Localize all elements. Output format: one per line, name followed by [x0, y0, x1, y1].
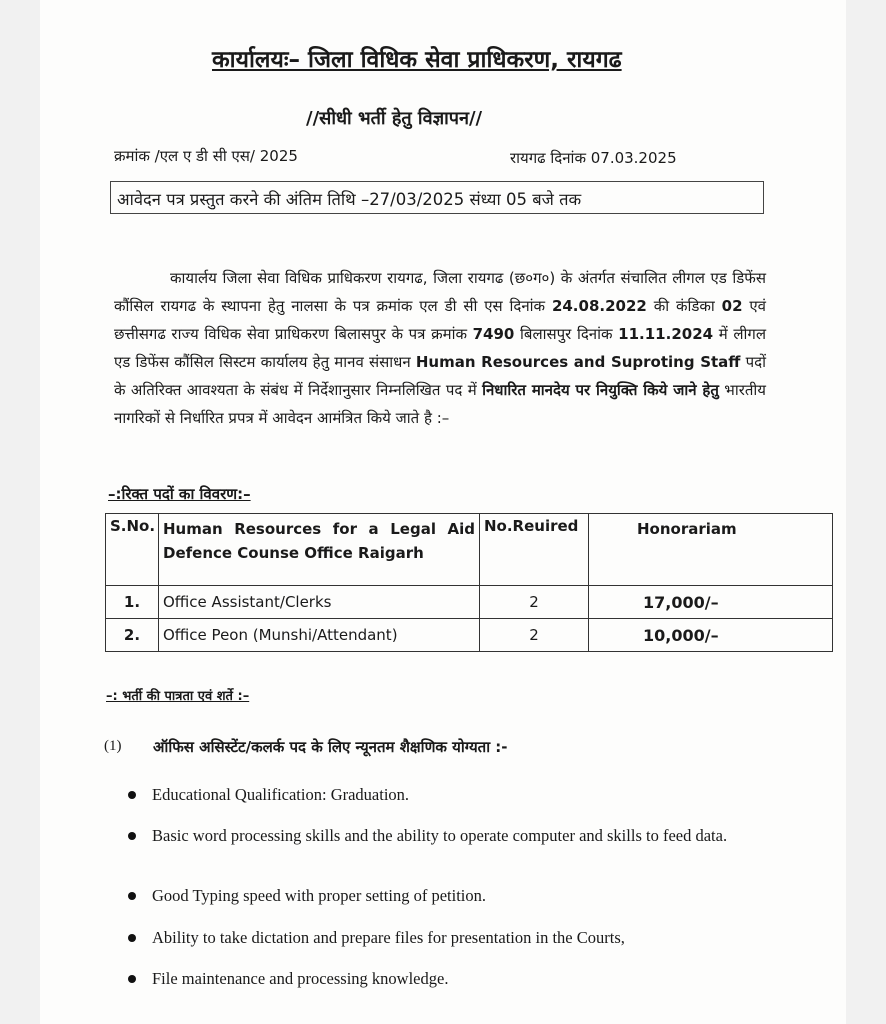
- list-item-text: Good Typing speed with proper setting of petition.: [152, 886, 486, 905]
- intro-text: एवं छत्तीसगढ राज्य विधिक सेवा प्राधिकरण बिलासपुर के पत्र क्रमांक: [114, 297, 767, 343]
- cell-honorarium: 10,000/–: [589, 619, 833, 652]
- col-header-required: No.Reuired: [480, 514, 589, 586]
- intro-bold: 11.11.2024: [618, 325, 714, 343]
- intro-bold: 7490: [472, 325, 515, 343]
- bullet-icon: [128, 934, 136, 942]
- section-number: (1): [104, 738, 122, 754]
- intro-bold: 02: [721, 297, 743, 315]
- reference-date: रायगढ दिनांक 07.03.2025: [510, 149, 677, 167]
- table-row: [106, 586, 833, 619]
- vacancy-heading: –:रिक्त पदों का विवरण:–: [108, 485, 251, 503]
- cell-post: Office Peon (Munshi/Attendant): [159, 619, 480, 652]
- deadline-text: आवेदन पत्र प्रस्तुत करने की अंतिम तिथि –27/03/2025 संध्या 05 बजे तक: [117, 190, 582, 209]
- table-row: [106, 619, 833, 652]
- col-header-honorarium: Honorariam: [589, 514, 833, 586]
- table-header-row: [106, 514, 833, 586]
- bullet-icon: [128, 791, 136, 799]
- intro-bold: Human Resources and Suproting Staff: [415, 353, 741, 371]
- bullet-icon: [128, 832, 136, 840]
- intro-text: की कंडिका: [646, 297, 722, 315]
- bullet-icon: [128, 975, 136, 983]
- list-item-text: Basic word processing skills and the ability to operate computer and skills to feed data.: [152, 826, 728, 845]
- deadline-box: [110, 181, 764, 214]
- intro-text: बिलासपुर दिनांक: [514, 325, 619, 343]
- intro-text: कायार्लय जिला सेवा विधिक प्राधिकरण रायगढ, जिला रायगढ (छ०ग०) के अंतर्गत संचालित लीगल एड डिफेंस कौंसिल रायगढ के स्थापना हेतु नालसा के पत्र क्रमांक एल डी सी एस दिनांक: [114, 269, 766, 315]
- cell-sno: 2.: [106, 619, 159, 652]
- list-item-text: Educational Qualification: Graduation.: [152, 785, 410, 804]
- bullet-icon: [128, 892, 136, 900]
- section-title: ऑफिस असिस्टेंट/कलर्क पद के लिए न्यूनतम शैक्षणिक योग्यता :-: [153, 738, 508, 756]
- vacancy-table: [105, 513, 833, 652]
- intro-bold: 24.08.2022: [551, 297, 647, 315]
- advertisement-title: //सीधी भर्ती हेतु विज्ञापन//: [306, 108, 483, 129]
- intro-bold: निधारित मानदेय पर नियुक्ति किये जाने हेतु: [482, 381, 719, 399]
- col-header-sno: S.No.: [106, 514, 159, 586]
- cell-honorarium: 17,000/–: [589, 586, 833, 619]
- list-item-text: File maintenance and processing knowledge.: [152, 969, 449, 988]
- cell-post: Office Assistant/Clerks: [159, 586, 480, 619]
- cell-required: 2: [480, 586, 589, 619]
- list-item-text: Ability to take dictation and prepare files for presentation in the Courts,: [152, 928, 625, 947]
- cell-sno: 1.: [106, 586, 159, 619]
- eligibility-heading: –: भर्ती की पात्रता एवं शर्ते :–: [106, 689, 250, 704]
- intro-text: में लीगल एड डिफेंस कौंसिल सिस्टम कार्यालय हेतु मानव संसाधन: [114, 325, 766, 371]
- office-title: कार्यालयः– जिला विधिक सेवा प्राधिकरण, रायगढ: [212, 47, 622, 73]
- intro-text: पदों के अतिरिक्त आवश्यता के संबंध में निर्देशानुसार निम्नलिखित पद में: [114, 353, 767, 399]
- intro-paragraph: [114, 264, 766, 432]
- reference-number: क्रमांक /एल ए डी सी एस/ 2025: [114, 147, 298, 165]
- cell-required: 2: [480, 619, 589, 652]
- col-header-post: Human Resources for a Legal Aid Defence Counse Office Raigarh: [159, 514, 480, 586]
- intro-text: भारतीय नागरिकों से निर्धारित प्रपत्र में आवेदन आमंत्रित किये जाते है :–: [114, 381, 766, 427]
